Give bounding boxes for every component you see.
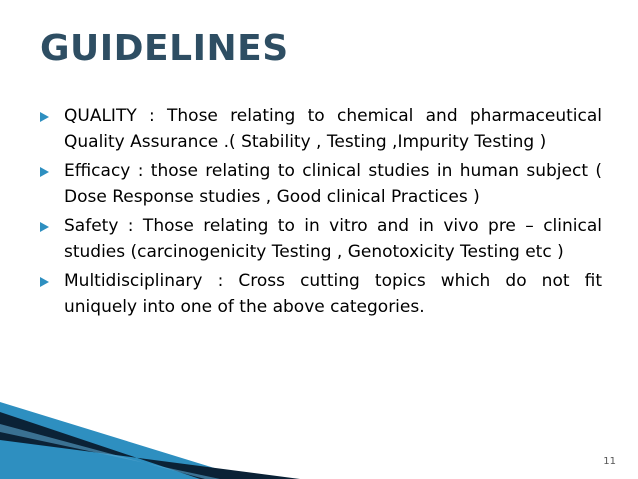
bullet-item-efficacy xyxy=(40,158,602,210)
bullet-item-quality xyxy=(40,103,602,155)
bullet-text: Multidisciplinary : Cross cutting topics which do not fit uniquely into one of the above categories. xyxy=(64,271,602,317)
bullet-text: Safety : Those relating to in vitro and in vivo pre – clinical studies (carcinogenicity Testing , Genotoxicity Testing etc ) xyxy=(64,216,602,262)
bullet-text: QUALITY : Those relating to chemical and pharmaceutical Quality Assurance .( Stability , Testing ,Impurity Testing ) xyxy=(64,106,602,152)
triangle-bullet-icon xyxy=(40,268,56,294)
bullet-text: Efficacy : those relating to clinical studies in human subject ( Dose Response studies , Good clinical Practices ) xyxy=(64,161,602,207)
triangle-bullet-icon xyxy=(40,213,56,239)
page-number: 11 xyxy=(603,456,616,467)
triangle-bullet-icon xyxy=(40,158,56,184)
swoosh-highlight xyxy=(0,424,220,479)
slide-title: GUIDELINES xyxy=(40,28,289,69)
swoosh-blue-band xyxy=(0,402,250,479)
bullet-item-multidisciplinary xyxy=(40,268,602,320)
swoosh-dark-band xyxy=(0,412,300,479)
bullet-item-safety xyxy=(40,213,602,265)
bullet-list xyxy=(40,103,602,323)
triangle-bullet-icon xyxy=(40,103,56,129)
